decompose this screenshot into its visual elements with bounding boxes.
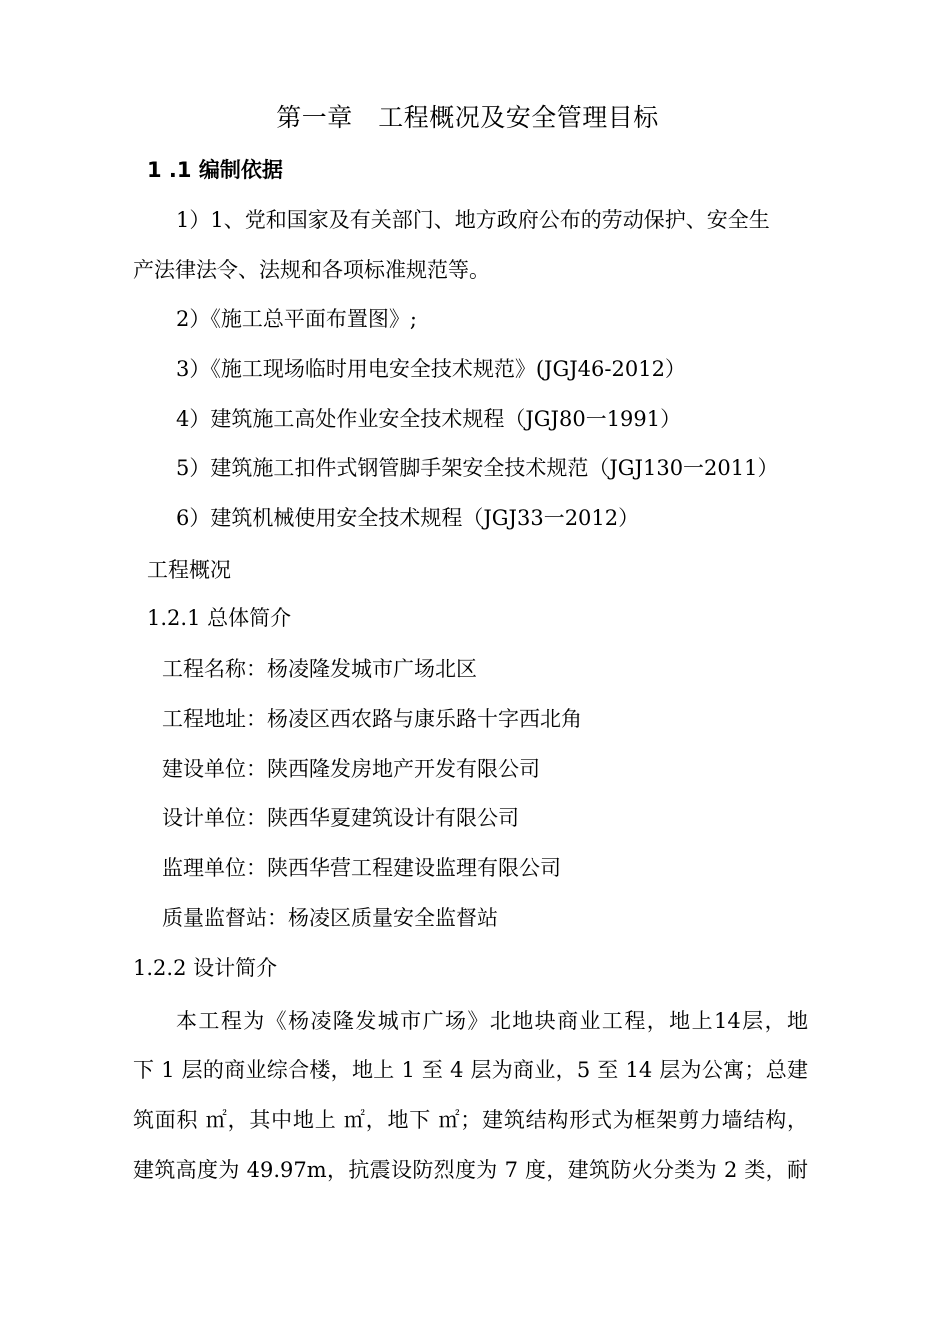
section-heading-1-1: 1 .1 编制依据 <box>147 158 283 182</box>
subsection-heading-1-2-1: 1.2.1 总体简介 <box>147 606 292 630</box>
section-heading-overview: 工程概况 <box>147 558 231 582</box>
chapter-title: 第一章 工程概况及安全管理目标 <box>276 103 659 132</box>
design-paragraph-line-2: 下 1 层的商业综合楼，地上 1 至 4 层为商业，5 至 14 层为公寓；总建 <box>133 1058 808 1082</box>
construction-unit-field: 建设单位：陕西隆发房地产开发有限公司 <box>162 757 540 781</box>
basis-item-1-line-1: 1）1、党和国家及有关部门、地方政府公布的劳动保护、安全生 <box>176 208 770 232</box>
basis-item-1-line-2: 产法律法令、法规和各项标准规范等。 <box>133 258 490 282</box>
quality-supervision-station-field: 质量监督站：杨凌区质量安全监督站 <box>162 906 498 930</box>
subsection-heading-1-2-2: 1.2.2 设计简介 <box>133 956 278 980</box>
basis-item-6: 6）建筑机械使用安全技术规程（JGJ33一2012） <box>176 506 640 530</box>
project-address-field: 工程地址：杨凌区西农路与康乐路十字西北角 <box>162 707 582 731</box>
design-paragraph-line-1: 本工程为《杨凌隆发城市广场》北地块商业工程，地上14层，地 <box>176 1009 808 1033</box>
basis-item-5: 5）建筑施工扣件式钢管脚手架安全技术规范（JGJ130一2011） <box>176 456 779 480</box>
design-paragraph-line-4: 建筑高度为 49.97m，抗震设防烈度为 7 度，建筑防火分类为 2 类，耐 <box>133 1158 808 1182</box>
design-unit-field: 设计单位：陕西华夏建筑设计有限公司 <box>162 806 519 830</box>
basis-item-4: 4）建筑施工高处作业安全技术规程（JGJ80一1991） <box>176 407 682 431</box>
supervision-unit-field: 监理单位：陕西华营工程建设监理有限公司 <box>162 856 561 880</box>
project-name-field: 工程名称：杨凌隆发城市广场北区 <box>162 657 477 681</box>
design-paragraph-line-3: 筑面积 ㎡，其中地上 ㎡，地下 ㎡；建筑结构形式为框架剪力墙结构， <box>133 1108 808 1132</box>
basis-item-3: 3）《施工现场临时用电安全技术规范》(JGJ46-2012） <box>176 357 686 381</box>
basis-item-2: 2）《施工总平面布置图》; <box>176 307 417 331</box>
